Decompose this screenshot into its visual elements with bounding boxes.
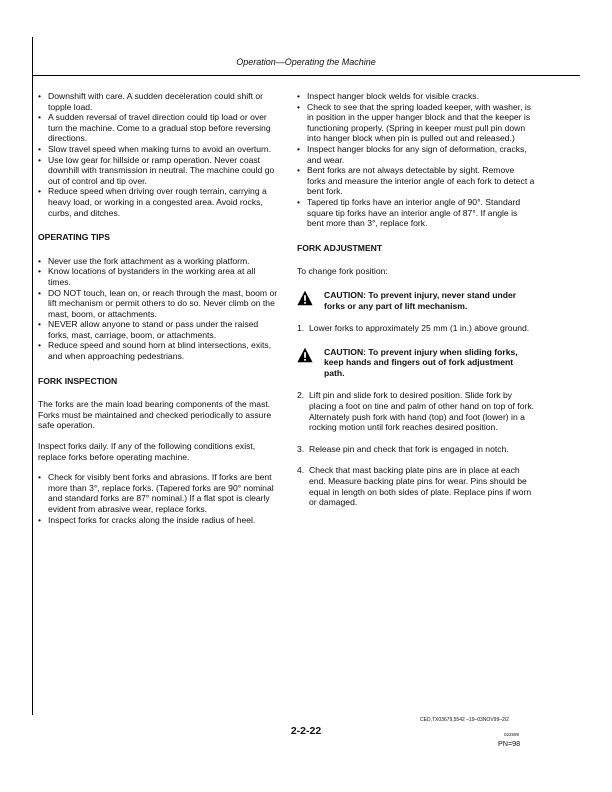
step-text: Check that mast backing plate pins are in place at each end. Measure backing plate pins for wear. Pins should be equal in length on both sides of plate. Replace pins if worn or damaged. (309, 465, 532, 508)
list-item: • Slow travel speed when making turns to avoid an overturn. (38, 144, 278, 155)
step-text: Release pin and check that fork is engaged in notch. (309, 443, 509, 454)
fork-inspection-paragraph-2: Inspect forks daily. If any of the following conditions exist, replace forks before operating machine. (38, 441, 256, 462)
warning-triangle-icon (297, 347, 313, 363)
pn-number: PN=98 (498, 739, 521, 748)
step-number: 3. (297, 443, 305, 454)
left-border-line (32, 37, 33, 715)
inspection-bullet-list-continued (297, 91, 535, 229)
caution-block (297, 290, 535, 311)
list-item: • A sudden reversal of travel direction could tip load or over turn the machine. Come to a gradual stop before reversing directions. (38, 112, 278, 144)
intro-bullet-list (38, 91, 278, 218)
fork-adjustment-heading: FORK ADJUSTMENT (297, 242, 383, 253)
operating-tips-heading: OPERATING TIPS (38, 232, 110, 243)
fork-inspection-heading: FORK INSPECTION (38, 375, 118, 386)
caution-text: CAUTION: To prevent injury when sliding forks, keep hands and fingers out of fork adjustment path. (324, 346, 518, 378)
list-item: • Never use the fork attachment as a working platform. (38, 256, 278, 267)
step-list-1 (297, 323, 535, 334)
list-item: • Inspect hanger block welds for visible cracks. (297, 91, 535, 102)
fork-adjustment-intro: To change fork position: (297, 266, 388, 277)
warning-triangle-icon (297, 290, 313, 306)
list-item: • Inspect forks for cracks along the inside radius of heel. (38, 515, 278, 526)
caution-text: CAUTION: To prevent injury, never stand under forks or any part of lift mechanism. (324, 289, 517, 311)
step-item (297, 465, 535, 507)
header-rule (32, 75, 580, 76)
operating-tips-list (38, 256, 278, 362)
step-text: Lower forks to approximately 25 mm (1 in.) above ground. (309, 323, 530, 334)
list-item: • NEVER allow anyone to stand or pass under the raised forks, mast, carriage, boom, or attachments. (38, 319, 278, 340)
list-item: • Reduce speed when driving over rough terrain, carrying a heavy load, or working in a congested area. Avoid rocks, curbs, and ditches. (38, 186, 278, 218)
step-text: Lift pin and slide fork to desired position. Slide fork by placing a foot on tine and palm of other hand on top of fork. Alternately push fork with hand (top) and foot (lower) in a rocking motion until fork reaches desired position. (309, 390, 535, 433)
fork-inspection-paragraph-1: The forks are the main load bearing components of the mast. Forks must be maintained and checked periodically to assure safe operation. (38, 399, 272, 431)
page-header: Operation—Operating the Machine (236, 57, 376, 67)
right-column (297, 91, 535, 519)
page-number: 2-2-22 (290, 725, 322, 737)
step-number: 1. (297, 323, 305, 334)
list-item: • Check for visibly bent forks and abrasions. If forks are bent more than 3°, replace forks. (Tapered forks are 90° nominal and standard forks are 87° nominal.) If a flat spot is clearly evident from abrasive wear, replace forks. (38, 472, 278, 514)
inspection-bullet-list (38, 472, 278, 525)
step-item (297, 444, 535, 455)
list-item: • Reduce speed and sound horn at blind intersections, exits, and when approaching pedestrians. (38, 340, 278, 361)
reference-code: CED,TX03679,5542 –19–03NOV99–2/2 (420, 717, 509, 723)
list-item: • Check to see that the spring loaded keeper, with washer, is in position in the upper hanger block and that the keeper is functioning properly. (Spring in keeper must pull pin down into hanger block when pin is pulled out and released.) (297, 102, 535, 144)
list-item: • Tapered tip forks have an interior angle of 90°. Standard square tip forks have an interior angle of 87°. If angle is bent more than 3°, replace fork. (297, 197, 535, 229)
left-column (38, 91, 278, 525)
list-item: • Bent forks are not always detectable by sight. Remove forks and measure the interior angle of each fork to detect a bent fork. (297, 165, 535, 197)
list-item: • DO NOT touch, lean on, or reach through the mast, boom or lift mechanism or permit others to do so. Never climb on the mast, boom, or attachments. (38, 288, 278, 320)
step-number: 4. (297, 465, 305, 476)
step-number: 2. (297, 390, 305, 401)
step-item (297, 323, 535, 334)
step-item (297, 390, 535, 432)
step-list-2 (297, 390, 535, 507)
list-item: • Downshift with care. A sudden deceleration could shift or topple load. (38, 91, 278, 112)
print-code: 022599 (504, 732, 520, 737)
caution-block (297, 347, 535, 379)
list-item: • Use low gear for hillside or ramp operation. Never coast downhill with transmission in neutral. The machine could go out of control and tip over. (38, 155, 278, 187)
list-item: • Inspect hanger blocks for any sign of deformation, cracks, and wear. (297, 144, 535, 165)
list-item: • Know locations of bystanders in the working area at all times. (38, 266, 278, 287)
